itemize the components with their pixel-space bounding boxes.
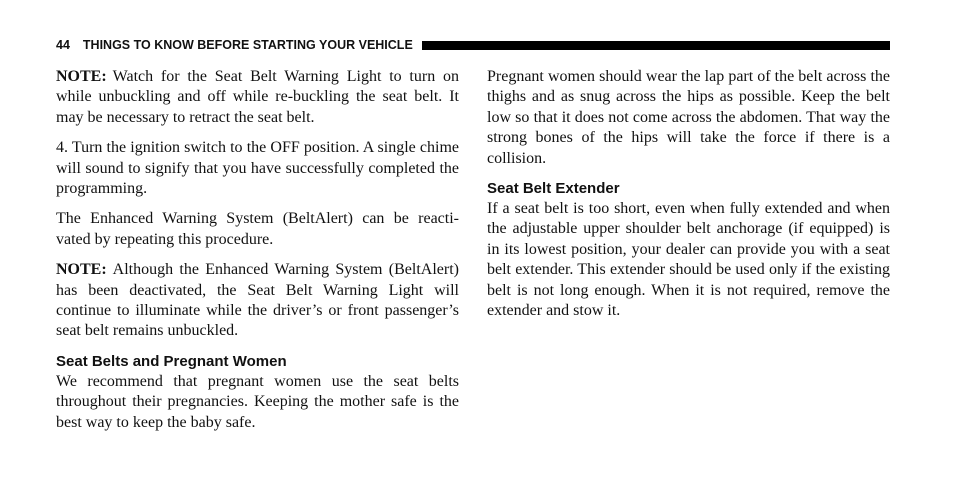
running-title: THINGS TO KNOW BEFORE STARTING YOUR VEHICLE: [82, 38, 413, 52]
step-4-paragraph: 4. Turn the ignition switch to the OFF position. A single chime will sound to signify that you have successfully completed the programming.: [56, 139, 459, 198]
note-deactivated: [56, 260, 459, 342]
note-buckling: [56, 67, 459, 128]
header-rule: [422, 41, 890, 50]
section-heading-pregnant: Seat Belts and Pregnant Women: [56, 352, 287, 370]
section-heading-extender: Seat Belt Extender: [487, 180, 620, 198]
pregnant-paragraph: We recommend that pregnant women use the seat belts throughout their pregnancies. Keeping the mother safe is the best way to keep the baby safe.: [56, 372, 459, 431]
right-column: [487, 67, 890, 321]
note-text: Although the Enhanced Warning System (BeltAlert) has been deactivated, the Seat Belt Warning Light will continue to illuminate while the driver’s or front passenger’s seat belt remains unbuckled.: [56, 261, 459, 340]
page-number: 44: [56, 38, 70, 52]
note-label: NOTE:: [56, 261, 107, 279]
left-column: [56, 67, 459, 433]
extender-paragraph: If a seat belt is too short, even when fully extended and when the adjustable upper shoulder belt anchorage (if equipped) is in its lowest position, your dealer can provide you with a seat belt extender. This extender should be used only if the existing belt is not long enough. When it is not required, remove the extender and stow it.: [487, 200, 890, 320]
note-label: NOTE:: [56, 68, 107, 85]
page-header: [56, 37, 890, 53]
pregnant-continued-paragraph: Pregnant women should wear the lap part of the belt across the thighs and as snug across the hips as possible. Keep the belt low so that it does not come across the abdomen. That way the strong bones of the hips will take the force if there is a collision.: [487, 68, 890, 167]
note-text: Watch for the Seat Belt Warning Light to turn on while unbuckling and off while re-buckling the seat belt. It may be necessary to retract the seat belt.: [56, 68, 459, 126]
reactivate-paragraph: The Enhanced Warning System (BeltAlert) can be reacti- vated by repeating this procedure.: [56, 210, 459, 248]
